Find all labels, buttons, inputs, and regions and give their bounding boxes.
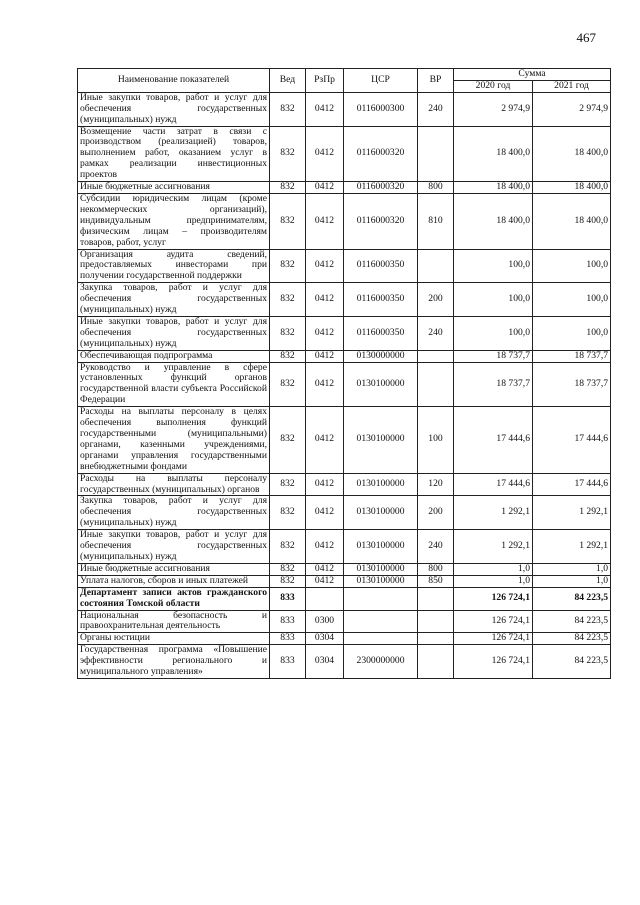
header-sum: Сумма xyxy=(454,69,611,81)
cell-sum-2021: 2 974,9 xyxy=(533,92,611,126)
cell-ved: 832 xyxy=(270,182,306,194)
cell-ved: 832 xyxy=(270,316,306,350)
cell-sum-2020: 1,0 xyxy=(454,563,533,575)
cell-ved: 832 xyxy=(270,530,306,564)
cell-sum-2021: 1 292,1 xyxy=(533,530,611,564)
table-row xyxy=(78,575,611,587)
cell-sum-2021: 18 400,0 xyxy=(533,126,611,182)
cell-vr: 810 xyxy=(418,193,454,249)
cell-ved: 833 xyxy=(270,645,306,679)
cell-vr xyxy=(418,587,454,610)
cell-sum-2021: 1,0 xyxy=(533,575,611,587)
cell-vr: 850 xyxy=(418,575,454,587)
cell-csr: 0130100000 xyxy=(344,563,418,575)
header-rzpr: РзПр xyxy=(306,69,344,93)
cell-ved: 832 xyxy=(270,193,306,249)
cell-name: Иные бюджетные ассигнования xyxy=(78,563,270,575)
cell-vr xyxy=(418,610,454,633)
table-row xyxy=(78,182,611,194)
cell-sum-2020: 100,0 xyxy=(454,283,533,317)
table-row xyxy=(78,496,611,530)
cell-ved: 832 xyxy=(270,407,306,473)
cell-ved: 832 xyxy=(270,496,306,530)
table-row xyxy=(78,350,611,362)
cell-vr: 100 xyxy=(418,407,454,473)
budget-table xyxy=(77,68,611,679)
cell-rzpr: 0412 xyxy=(306,249,344,283)
cell-csr xyxy=(344,587,418,610)
cell-sum-2021: 17 444,6 xyxy=(533,473,611,496)
header-csr: ЦСР xyxy=(344,69,418,93)
cell-rzpr: 0300 xyxy=(306,610,344,633)
cell-sum-2021: 18 400,0 xyxy=(533,182,611,194)
table-row xyxy=(78,362,611,407)
header-name: Наименование показателей xyxy=(78,69,270,93)
table-row xyxy=(78,249,611,283)
table-row xyxy=(78,92,611,126)
cell-rzpr: 0412 xyxy=(306,283,344,317)
cell-sum-2020: 126 724,1 xyxy=(454,645,533,679)
cell-vr xyxy=(418,350,454,362)
cell-rzpr: 0412 xyxy=(306,350,344,362)
cell-rzpr: 0412 xyxy=(306,407,344,473)
cell-vr: 800 xyxy=(418,563,454,575)
cell-sum-2021: 84 223,5 xyxy=(533,633,611,645)
cell-sum-2021: 1,0 xyxy=(533,563,611,575)
cell-name: Иные бюджетные ассигнования xyxy=(78,182,270,194)
cell-csr: 0130100000 xyxy=(344,362,418,407)
cell-rzpr: 0412 xyxy=(306,575,344,587)
cell-sum-2020: 126 724,1 xyxy=(454,633,533,645)
cell-rzpr: 0412 xyxy=(306,92,344,126)
cell-sum-2020: 126 724,1 xyxy=(454,587,533,610)
cell-name: Обеспечивающая подпрограмма xyxy=(78,350,270,362)
cell-ved: 832 xyxy=(270,283,306,317)
cell-sum-2020: 18 737,7 xyxy=(454,350,533,362)
cell-sum-2020: 2 974,9 xyxy=(454,92,533,126)
cell-rzpr: 0304 xyxy=(306,645,344,679)
cell-rzpr: 0412 xyxy=(306,126,344,182)
cell-csr: 0130100000 xyxy=(344,407,418,473)
cell-rzpr: 0412 xyxy=(306,530,344,564)
cell-csr: 0130100000 xyxy=(344,530,418,564)
cell-ved: 832 xyxy=(270,126,306,182)
cell-name: Закупка товаров, работ и услуг для обеспечения государственных (муниципальных) нужд xyxy=(78,496,270,530)
header-2021: 2021 год xyxy=(533,80,611,92)
table-row xyxy=(78,193,611,249)
cell-csr: 0116000320 xyxy=(344,182,418,194)
cell-sum-2020: 17 444,6 xyxy=(454,407,533,473)
cell-name: Организация аудита сведений, предоставляемых инвесторами при получении государственной поддержки xyxy=(78,249,270,283)
cell-sum-2021: 1 292,1 xyxy=(533,496,611,530)
cell-sum-2021: 18 737,7 xyxy=(533,350,611,362)
cell-csr: 0116000320 xyxy=(344,126,418,182)
table-row xyxy=(78,610,611,633)
cell-ved: 832 xyxy=(270,92,306,126)
cell-name: Руководство и управление в сфере установленных функций органов государственной власти субъекта Российской Федерации xyxy=(78,362,270,407)
cell-name: Национальная безопасность и правоохранительная деятельность xyxy=(78,610,270,633)
cell-sum-2021: 17 444,6 xyxy=(533,407,611,473)
table-row xyxy=(78,645,611,679)
cell-csr: 0116000350 xyxy=(344,316,418,350)
header-ved: Вед xyxy=(270,69,306,93)
cell-sum-2021: 100,0 xyxy=(533,316,611,350)
cell-sum-2020: 126 724,1 xyxy=(454,610,533,633)
cell-rzpr: 0412 xyxy=(306,182,344,194)
cell-vr xyxy=(418,249,454,283)
cell-sum-2020: 1,0 xyxy=(454,575,533,587)
cell-name: Органы юстиции xyxy=(78,633,270,645)
cell-ved: 832 xyxy=(270,249,306,283)
cell-ved: 832 xyxy=(270,350,306,362)
table-row xyxy=(78,316,611,350)
header-2020: 2020 год xyxy=(454,80,533,92)
cell-vr: 240 xyxy=(418,92,454,126)
cell-name: Иные закупки товаров, работ и услуг для обеспечения государственных (муниципальных) нужд xyxy=(78,530,270,564)
cell-name: Расходы на выплаты персоналу в целях обеспечения выполнения функций государственными (муниципальными) органами, казенными учреждениями, органами управления государственными внебюджетными фондами xyxy=(78,407,270,473)
cell-ved: 833 xyxy=(270,633,306,645)
cell-csr: 0130100000 xyxy=(344,473,418,496)
cell-rzpr: 0412 xyxy=(306,362,344,407)
cell-rzpr: 0412 xyxy=(306,316,344,350)
cell-sum-2021: 18 737,7 xyxy=(533,362,611,407)
cell-rzpr: 0412 xyxy=(306,496,344,530)
cell-rzpr: 0412 xyxy=(306,563,344,575)
cell-ved: 832 xyxy=(270,473,306,496)
cell-name: Государственная программа «Повышение эффективности регионального и муниципального управления» xyxy=(78,645,270,679)
cell-ved: 832 xyxy=(270,362,306,407)
cell-ved: 832 xyxy=(270,575,306,587)
cell-sum-2021: 100,0 xyxy=(533,283,611,317)
cell-vr xyxy=(418,633,454,645)
cell-sum-2020: 1 292,1 xyxy=(454,530,533,564)
table-row xyxy=(78,530,611,564)
cell-sum-2020: 100,0 xyxy=(454,249,533,283)
table-row xyxy=(78,473,611,496)
table-row xyxy=(78,633,611,645)
cell-name: Возмещение части затрат в связи с производством (реализацией) товаров, выполнением работ, оказанием услуг в рамках реализации инвестиционных проектов xyxy=(78,126,270,182)
cell-sum-2020: 18 400,0 xyxy=(454,182,533,194)
cell-sum-2021: 18 400,0 xyxy=(533,193,611,249)
cell-vr xyxy=(418,645,454,679)
cell-csr xyxy=(344,633,418,645)
cell-sum-2021: 84 223,5 xyxy=(533,610,611,633)
cell-name: Департамент записи актов гражданского состояния Томской области xyxy=(78,587,270,610)
cell-name: Расходы на выплаты персоналу государственных (муниципальных) органов xyxy=(78,473,270,496)
cell-csr xyxy=(344,610,418,633)
cell-vr xyxy=(418,362,454,407)
table-row xyxy=(78,126,611,182)
cell-vr: 240 xyxy=(418,316,454,350)
cell-csr: 0116000350 xyxy=(344,283,418,317)
cell-csr: 0116000350 xyxy=(344,249,418,283)
cell-sum-2020: 1 292,1 xyxy=(454,496,533,530)
table-header xyxy=(78,69,611,93)
cell-vr: 240 xyxy=(418,530,454,564)
cell-csr: 0130100000 xyxy=(344,575,418,587)
header-vr: ВР xyxy=(418,69,454,93)
cell-vr: 200 xyxy=(418,283,454,317)
cell-rzpr: 0412 xyxy=(306,473,344,496)
cell-vr xyxy=(418,126,454,182)
cell-vr: 200 xyxy=(418,496,454,530)
cell-name: Закупка товаров, работ и услуг для обеспечения государственных (муниципальных) нужд xyxy=(78,283,270,317)
cell-name: Иные закупки товаров, работ и услуг для обеспечения государственных (муниципальных) нужд xyxy=(78,92,270,126)
page-number: 467 xyxy=(576,30,596,45)
cell-sum-2020: 18 737,7 xyxy=(454,362,533,407)
cell-sum-2020: 18 400,0 xyxy=(454,193,533,249)
cell-csr: 0130100000 xyxy=(344,496,418,530)
cell-sum-2020: 18 400,0 xyxy=(454,126,533,182)
cell-ved: 832 xyxy=(270,563,306,575)
cell-rzpr xyxy=(306,587,344,610)
cell-csr: 2300000000 xyxy=(344,645,418,679)
cell-ved: 833 xyxy=(270,610,306,633)
cell-sum-2020: 100,0 xyxy=(454,316,533,350)
cell-rzpr: 0304 xyxy=(306,633,344,645)
cell-name: Иные закупки товаров, работ и услуг для обеспечения государственных (муниципальных) нужд xyxy=(78,316,270,350)
cell-sum-2020: 17 444,6 xyxy=(454,473,533,496)
cell-sum-2021: 84 223,5 xyxy=(533,587,611,610)
cell-rzpr: 0412 xyxy=(306,193,344,249)
cell-ved: 833 xyxy=(270,587,306,610)
table-row xyxy=(78,563,611,575)
table-row xyxy=(78,407,611,473)
cell-name: Уплата налогов, сборов и иных платежей xyxy=(78,575,270,587)
cell-name: Субсидии юридическим лицам (кроме некоммерческих организаций), индивидуальным предпринимателям, физическим лицам – производителям товаров, работ, услуг xyxy=(78,193,270,249)
cell-csr: 0130000000 xyxy=(344,350,418,362)
table-body xyxy=(78,92,611,678)
table-row xyxy=(78,587,611,610)
cell-sum-2021: 84 223,5 xyxy=(533,645,611,679)
cell-vr: 120 xyxy=(418,473,454,496)
table-row xyxy=(78,283,611,317)
cell-csr: 0116000300 xyxy=(344,92,418,126)
cell-sum-2021: 100,0 xyxy=(533,249,611,283)
cell-csr: 0116000320 xyxy=(344,193,418,249)
cell-vr: 800 xyxy=(418,182,454,194)
